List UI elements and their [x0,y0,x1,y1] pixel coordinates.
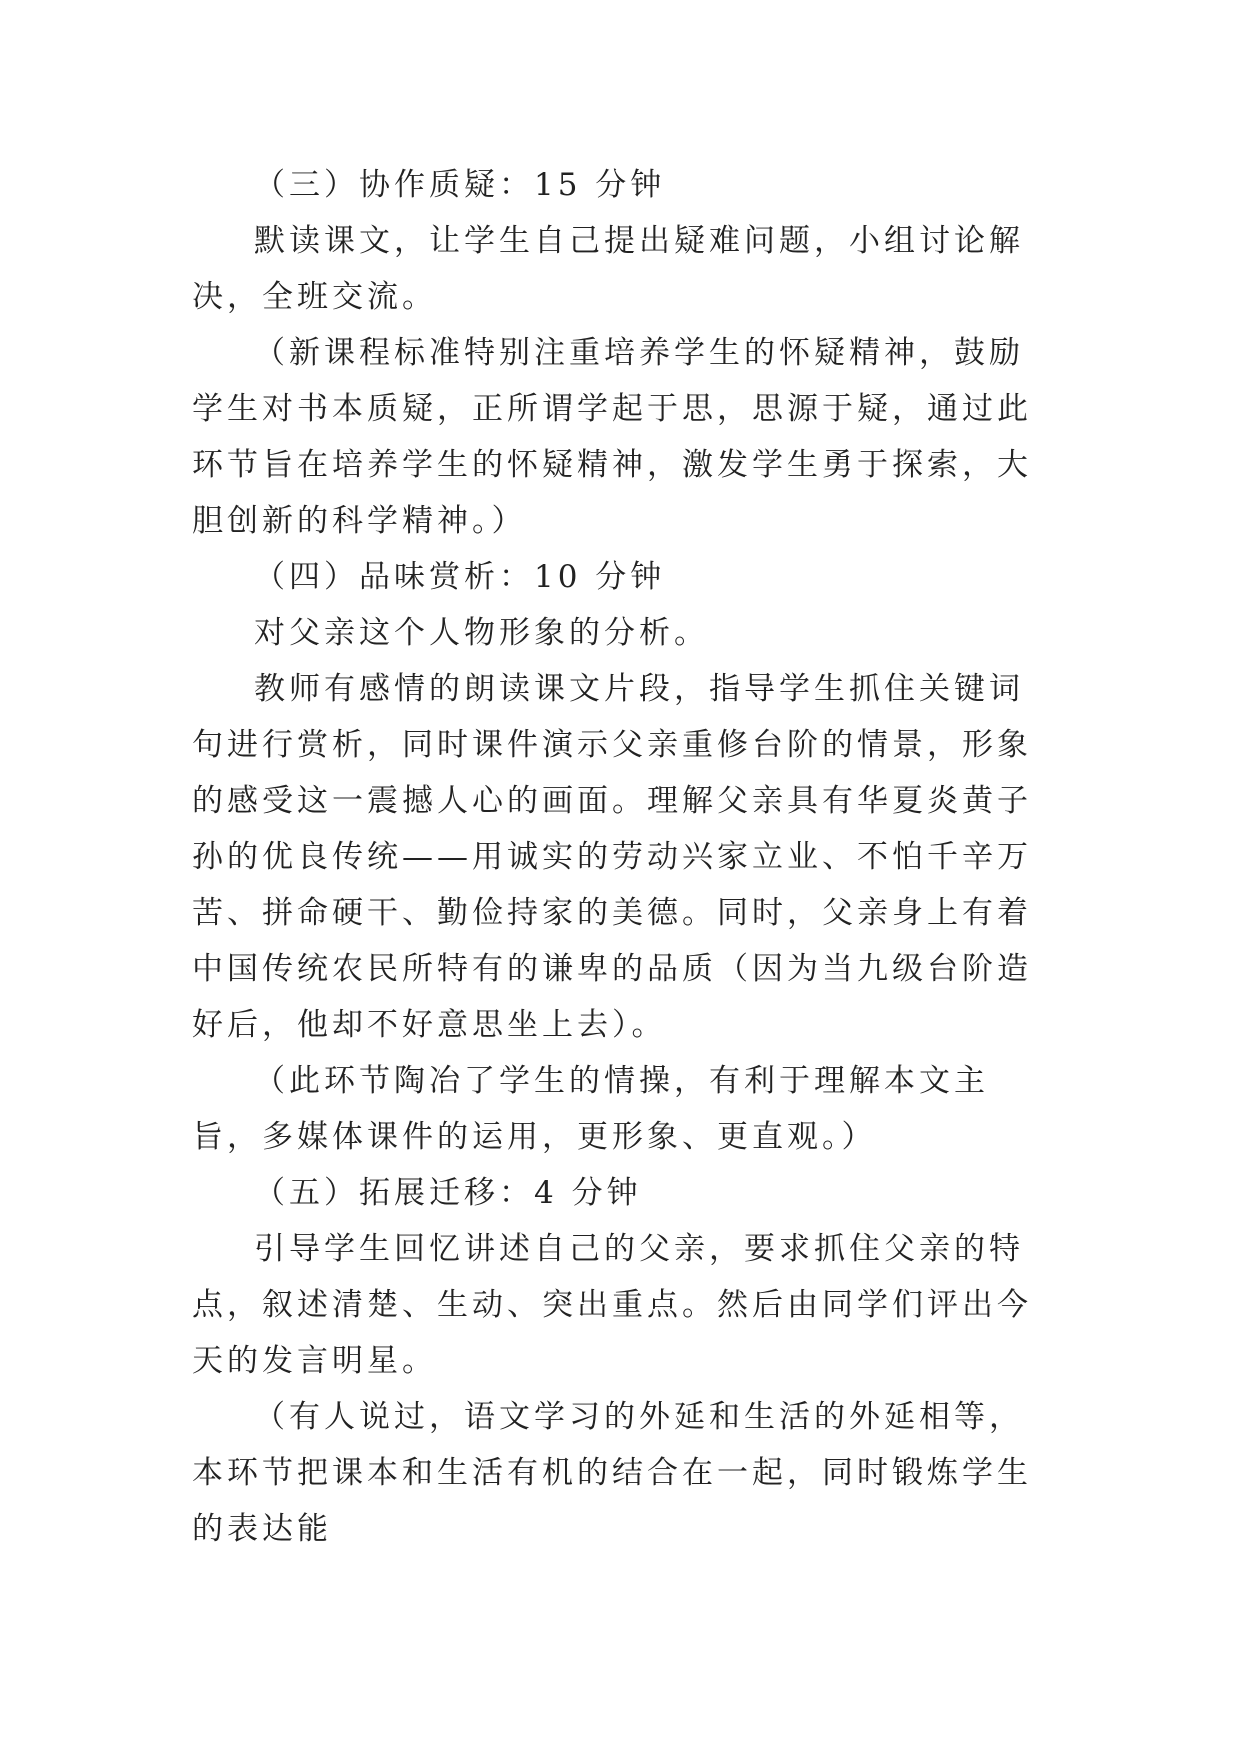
section-heading-4: （四）品味赏析：10 分钟 [254,559,666,595]
paragraph-note: （有人说过，语文学习的外延和生活的外延相等，本环节把课本和生活有机的结合在一起，同时锻炼学生的表达能 [192,1399,1032,1547]
section-heading-5: （五）拓展迁移：4 分钟 [254,1175,642,1211]
paragraph-note: （此环节陶冶了学生的情操，有利于理解本文主旨，多媒体课件的运用，更形象、更直观。） [192,1063,989,1155]
paragraph: 对父亲这个人物形象的分析。 [254,615,709,651]
paragraph: 引导学生回忆讲述自己的父亲，要求抓住父亲的特点，叙述清楚、生动、突出重点。然后由同学们评出今天的发言明星。 [192,1231,1032,1379]
document-body [192,157,1052,1557]
paragraph: 教师有感情的朗读课文片段，指导学生抓住关键词句进行赏析，同时课件演示父亲重修台阶的情景，形象的感受这一震撼人心的画面。理解父亲具有华夏炎黄子孙的优良传统——用诚实的劳动兴家立业、不怕千辛万苦、拼命硬干、勤俭持家的美德。同时，父亲身上有着中国传统农民所特有的谦卑的品质（因为当九级台阶造好后，他却不好意思坐上去）。 [192,671,1032,1043]
paragraph-note: （新课程标准特别注重培养学生的怀疑精神，鼓励学生对书本质疑，正所谓学起于思，思源于疑，通过此环节旨在培养学生的怀疑精神，激发学生勇于探索，大胆创新的科学精神。） [192,335,1032,539]
section-heading-3: （三）协作质疑：15 分钟 [254,167,666,203]
paragraph: 默读课文，让学生自己提出疑难问题，小组讨论解决，全班交流。 [192,223,1024,315]
